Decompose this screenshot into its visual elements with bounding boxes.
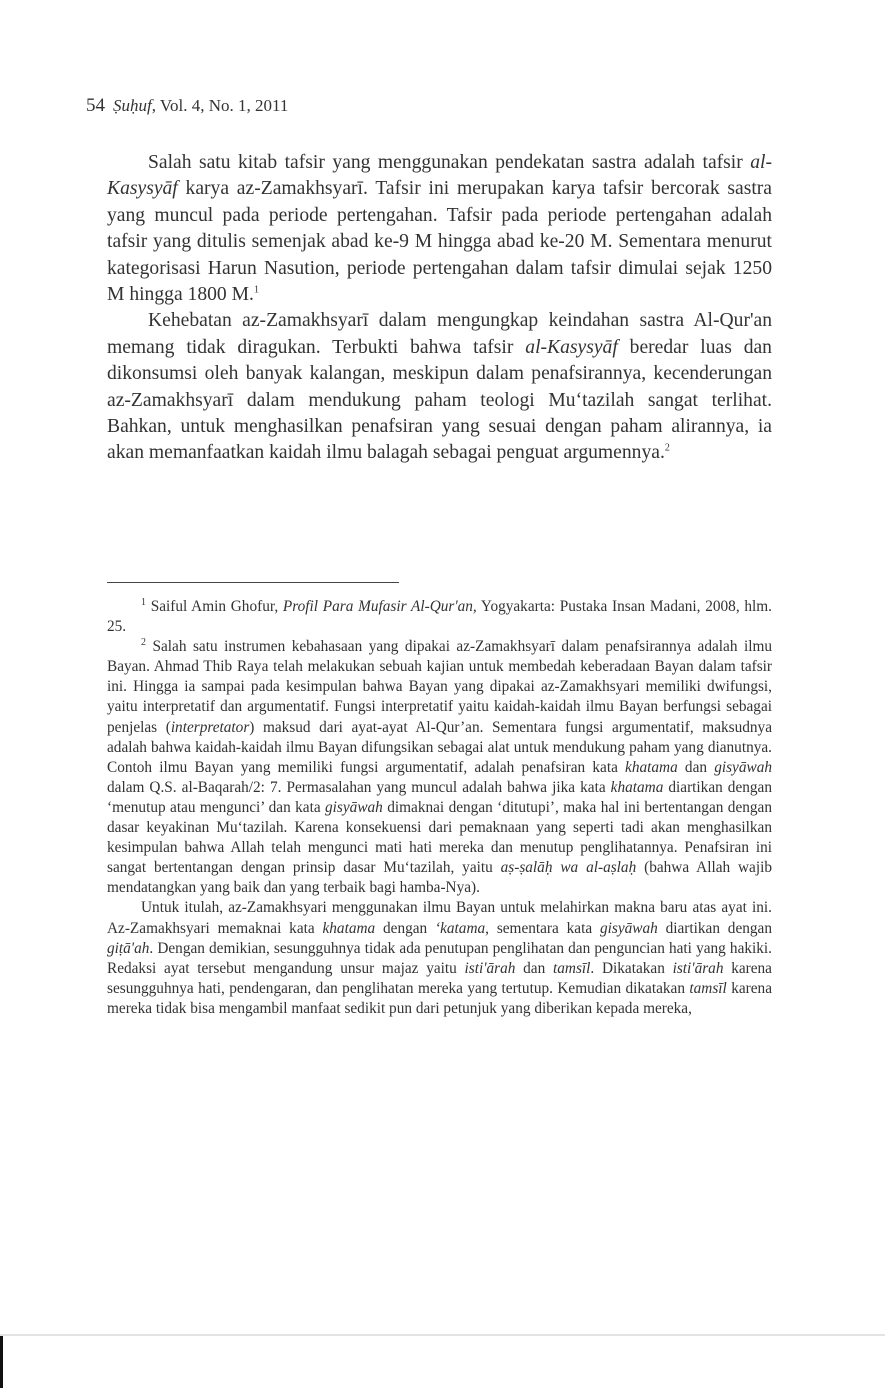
footnote-1: $^1$ Saiful Amin Ghofur, Profil Para Mufasir Al-Qur'an, Yogyakarta: Pustaka Insan Madani, 2008, hlm. 25. (107, 596, 773, 636)
page-number: 54 (86, 95, 105, 116)
scan-border (0, 1336, 3, 1388)
running-header (86, 95, 288, 117)
book-title: al-Kasysyāf (525, 336, 618, 358)
footnote-divider (107, 582, 399, 583)
body-paragraph-2: Kehebatan az-Zamakhsyarī dalam mengungkap keindahan sastra Al-Qur'an memang tidak diragukan. Terbukti bahwa tafsir al-Kasysyāf beredar luas dan dikonsumsi oleh banyak kalangan, meskipun dalam penafsirannya, kecenderungan az-Zamakhsyarī dalam mendukung paham teologi Mu‘tazilah sangat terlihat. Bahkan, untuk menghasilkan penafsiran yang sesuai dengan paham alirannya, ia akan memanfaatkan kaidah ilmu balagah sebagai penguat argumennya.$^2$ (107, 310, 772, 464)
book-title: al-Kasysyāf (107, 152, 772, 200)
main-body (107, 150, 772, 467)
footnote-marker: 2 (141, 637, 146, 649)
footnotes (107, 597, 772, 1019)
page-bottom-edge (0, 1334, 885, 1336)
volume-info: , Vol. 4, No. 1, 2011 (151, 96, 289, 115)
footnote-ref-1[interactable]: 1 (253, 284, 259, 296)
footnote-marker: 1 (141, 596, 146, 608)
footnote-2-continued: Untuk itulah, az-Zamakhsyari menggunakan ilmu Bayan untuk melahirkan makna baru atas ayat ini. Az-Zamakhsyari memaknai kata khatama dengan ‘katama, sementara kata gisyāwah diartikan dengan giṭā'ah. Dengan demikian, sesungguhnya tidak ada penutupan penglihatan dan penguncian hati yang hakiki. Redaksi ayat tersebut mengandung unsur majaz yaitu isti'ārah dan tamsīl. Dikatakan isti'ārah karena sesungguhnya hati, pendengaran, dan penglihatan mereka yang tertutup. Kemudian dikatakan tamsīl karena mereka tidak bisa mengambil manfaat sedikit pun dari petunjuk yang diberikan kepada mereka, (107, 899, 772, 1017)
footnote-2: $^2$ Salah satu instrumen kebahasaan yang dipakai az-Zamakhsyarī dalam penafsirannya adalah ilmu Bayan. Ahmad Thib Raya telah melakukan sebuah kajian untuk membedah keberadaan Bayan dalam tafsir ini. Hingga ia sampai pada kesimpulan bahwa Bayan yang dipakai az-Zamakhsyari memiliki dwifungsi, yaitu interpretatif dan argumentatif. Fungsi interpretatif yaitu kaidah-kaidah ilmu Bayan berfungsi sebagai penjelas (interpretator) maksud dari ayat-ayat Al-Qur’an. Sementara fungsi argumentatif, maksudnya adalah bahwa kaidah-kaidah ilmu Bayan difungsikan sebagai alat untuk mendukung paham yang dianutnya. Contoh ilmu Bayan yang memiliki fungsi argumentatif, adalah penafsiran kata khatama dan gisyāwah dalam Q.S. al-Baqarah/2: 7. Permasalahan yang muncul adalah bahwa jika kata khatama diartikan dengan ‘menutup atau mengunci’ dan kata gisyāwah dimaknai dengan ‘ditutupi’, maka hal ini bertentangan dengan dasar keyakinan Mu‘tazilah. Karena konsekuensi dari pemaknaan yang seperti tadi akan menghasilkan kesimpulan bahwa Allah telah mengunci mati hati mereka dan menutup penglihatannya. Penafsiran ini sangat bertentangan dengan prinsip dasar Mu‘tazilah, yaitu aṣ-ṣalāḥ wa al-aṣlaḥ (bahwa Allah wajib mendatangkan yang baik dan yang terbaik bagi hamba-Nya). (107, 637, 772, 897)
body-paragraph-1: Salah satu kitab tafsir yang menggunakan pendekatan sastra adalah tafsir al-Kasysyāf karya az-Zamakhsyarī. Tafsir ini merupakan karya tafsir bercorak sastra yang muncul pada periode pertengahan. Tafsir pada periode pertengahan adalah tafsir yang ditulis semenjak abad ke-9 M hingga abad ke-20 M. Sementara menurut kategorisasi Harun Nasution, periode pertengahan dalam tafsir dimulai sejak 1250 M hingga 1800 M.$^1$ (107, 152, 772, 306)
footnote-ref-2[interactable]: 2 (664, 442, 670, 454)
journal-title: Ṣuḥuf (113, 96, 152, 115)
